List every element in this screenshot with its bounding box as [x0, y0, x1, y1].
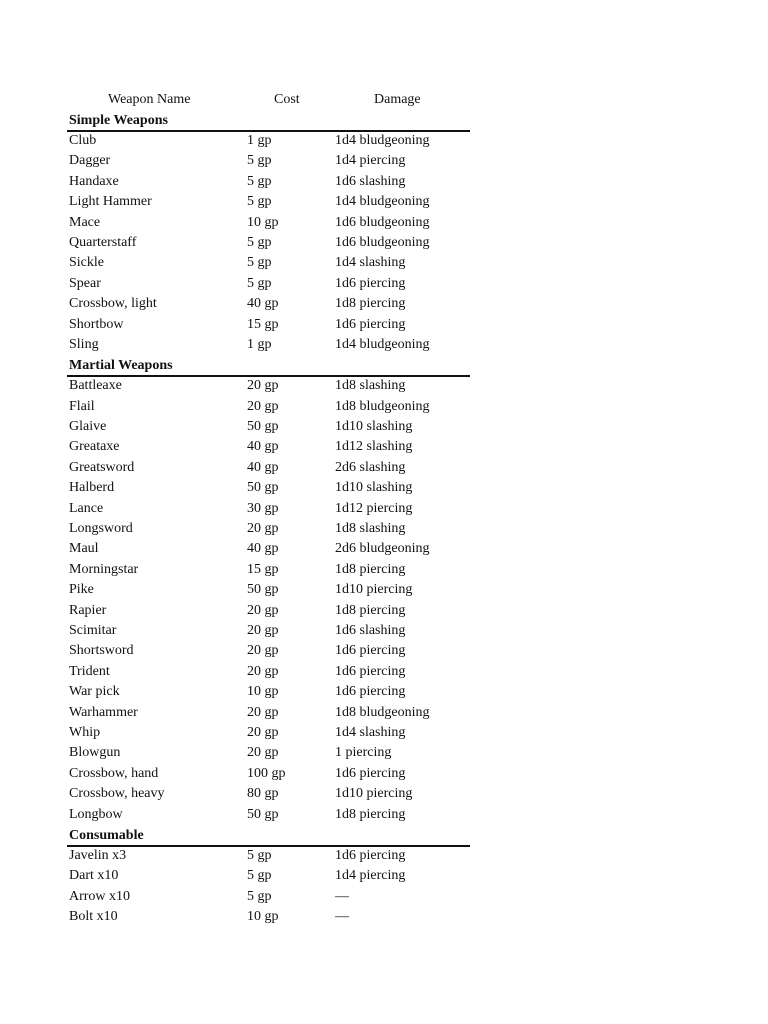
cost-cell: 30 gp — [247, 500, 279, 516]
cost-cell: 15 gp — [247, 316, 279, 332]
damage-cell: 1d6 piercing — [335, 847, 406, 863]
table-row — [67, 336, 470, 356]
table-section — [67, 826, 470, 929]
weapon-name-cell: Whip — [69, 724, 101, 740]
damage-cell: 1d8 piercing — [335, 806, 406, 822]
table-row — [67, 908, 470, 928]
weapon-name-cell: Crossbow, hand — [69, 765, 159, 781]
table-row — [67, 438, 470, 458]
cost-cell: 5 gp — [247, 153, 272, 169]
table-row — [67, 193, 470, 213]
table-row — [67, 377, 470, 397]
weapon-name-cell: Longsword — [69, 521, 133, 537]
cost-cell: 5 gp — [247, 868, 272, 884]
cost-cell: 20 gp — [247, 704, 279, 720]
table-row — [67, 540, 470, 560]
damage-cell: 1d4 slashing — [335, 255, 406, 271]
weapon-name-cell: Greataxe — [69, 439, 120, 455]
damage-cell: 2d6 slashing — [335, 459, 406, 475]
table-row — [67, 704, 470, 724]
weapon-name-cell: Longbow — [69, 806, 123, 822]
cost-cell: 20 gp — [247, 643, 279, 659]
weapon-name-cell: Dart x10 — [69, 868, 119, 884]
weapon-name-cell: Sling — [69, 336, 99, 352]
damage-cell: 1d6 bludgeoning — [335, 214, 430, 230]
damage-cell: 1d6 slashing — [335, 622, 406, 638]
table-row — [67, 275, 470, 295]
cost-cell: 20 gp — [247, 622, 279, 638]
section-title: Martial Weapons — [67, 356, 470, 377]
damage-cell: 1d8 piercing — [335, 296, 406, 312]
weapon-name-cell: Scimitar — [69, 622, 117, 638]
weapon-name-cell: Handaxe — [69, 173, 119, 189]
cost-cell: 20 gp — [247, 745, 279, 761]
weapon-name-cell: Shortbow — [69, 316, 124, 332]
damage-cell: 1d6 piercing — [335, 643, 406, 659]
damage-cell: 1d6 slashing — [335, 173, 406, 189]
table-row — [67, 867, 470, 887]
table-row — [67, 214, 470, 234]
cost-cell: 5 gp — [247, 888, 272, 904]
weapon-name-cell: Sickle — [69, 255, 104, 271]
damage-cell: 1d6 piercing — [335, 684, 406, 700]
weapon-name-cell: Halberd — [69, 480, 115, 496]
table-row — [67, 663, 470, 683]
cost-cell: 5 gp — [247, 275, 272, 291]
weapon-name-cell: Crossbow, heavy — [69, 786, 165, 802]
table-row — [67, 581, 470, 601]
damage-cell: — — [335, 888, 349, 904]
column-header-weapon-name: Weapon Name — [108, 92, 191, 107]
weapon-name-cell: Rapier — [69, 602, 107, 618]
table-row — [67, 806, 470, 826]
cost-cell: 10 gp — [247, 909, 279, 925]
cost-cell: 50 gp — [247, 419, 279, 435]
table-row — [67, 479, 470, 499]
table-row — [67, 459, 470, 479]
table-header — [67, 90, 470, 111]
cost-cell: 10 gp — [247, 214, 279, 230]
cost-cell: 5 gp — [247, 234, 272, 250]
table-row — [67, 398, 470, 418]
weapon-name-cell: Maul — [69, 541, 99, 557]
damage-cell: 1d4 bludgeoning — [335, 133, 430, 148]
table-row — [67, 744, 470, 764]
cost-cell: 1 gp — [247, 133, 272, 148]
weapon-name-cell: Blowgun — [69, 745, 121, 761]
table-row — [67, 785, 470, 805]
cost-cell: 10 gp — [247, 684, 279, 700]
damage-cell: 1d10 slashing — [335, 480, 413, 496]
cost-cell: 50 gp — [247, 480, 279, 496]
damage-cell: 1d4 slashing — [335, 724, 406, 740]
damage-cell: 1d4 bludgeoning — [335, 336, 430, 352]
damage-cell: 1d8 slashing — [335, 378, 406, 394]
weapon-name-cell: Lance — [69, 500, 104, 516]
column-header-cost: Cost — [274, 92, 300, 107]
damage-cell: 1d4 bludgeoning — [335, 194, 430, 210]
section-title: Simple Weapons — [67, 111, 470, 132]
weapon-name-cell: Greatsword — [69, 459, 135, 475]
cost-cell: 20 gp — [247, 602, 279, 618]
damage-cell: 1d8 bludgeoning — [335, 398, 430, 414]
weapon-name-cell: Light Hammer — [69, 194, 152, 210]
table-row — [67, 847, 470, 867]
damage-cell: 1d6 piercing — [335, 316, 406, 332]
weapon-name-cell: Shortsword — [69, 643, 134, 659]
weapon-name-cell: Spear — [69, 275, 101, 291]
damage-cell: 1d12 piercing — [335, 500, 413, 516]
damage-cell: 1d8 piercing — [335, 561, 406, 577]
damage-cell: — — [335, 909, 349, 925]
weapon-name-cell: Battleaxe — [69, 378, 122, 394]
damage-cell: 1d10 slashing — [335, 419, 413, 435]
weapon-name-cell: Quarterstaff — [69, 234, 137, 250]
cost-cell: 100 gp — [247, 765, 286, 781]
cost-cell: 20 gp — [247, 378, 279, 394]
damage-cell: 1d6 bludgeoning — [335, 234, 430, 250]
cost-cell: 5 gp — [247, 255, 272, 271]
weapon-name-cell: Crossbow, light — [69, 296, 157, 312]
weapon-name-cell: Warhammer — [69, 704, 138, 720]
weapon-name-cell: Flail — [69, 398, 95, 414]
cost-cell: 40 gp — [247, 439, 279, 455]
weapon-name-cell: Arrow x10 — [69, 888, 131, 904]
cost-cell: 20 gp — [247, 724, 279, 740]
damage-cell: 1d8 piercing — [335, 602, 406, 618]
table-row — [67, 173, 470, 193]
table-row — [67, 295, 470, 315]
cost-cell: 20 gp — [247, 663, 279, 679]
damage-cell: 1d4 piercing — [335, 868, 406, 884]
weapon-name-cell: Morningstar — [69, 561, 139, 577]
table-row — [67, 152, 470, 172]
damage-cell: 2d6 bludgeoning — [335, 541, 430, 557]
table-row — [67, 520, 470, 540]
cost-cell: 50 gp — [247, 582, 279, 598]
damage-cell: 1d12 slashing — [335, 439, 413, 455]
table-row — [67, 888, 470, 908]
damage-cell: 1d6 piercing — [335, 275, 406, 291]
table-row — [67, 500, 470, 520]
damage-cell: 1d8 bludgeoning — [335, 704, 430, 720]
damage-cell: 1d4 piercing — [335, 153, 406, 169]
cost-cell: 20 gp — [247, 521, 279, 537]
weapon-name-cell: Dagger — [69, 153, 111, 169]
weapon-name-cell: Club — [69, 133, 97, 148]
table-row — [67, 765, 470, 785]
damage-cell: 1 piercing — [335, 745, 392, 761]
cost-cell: 40 gp — [247, 541, 279, 557]
table-body — [67, 111, 470, 928]
table-row — [67, 642, 470, 662]
table-row — [67, 724, 470, 744]
weapons-table — [67, 90, 470, 928]
damage-cell: 1d10 piercing — [335, 786, 413, 802]
section-title: Consumable — [67, 826, 470, 847]
weapon-name-cell: Javelin x3 — [69, 847, 127, 863]
weapon-name-cell: War pick — [69, 684, 120, 700]
weapon-name-cell: Bolt x10 — [69, 909, 118, 925]
table-row — [67, 418, 470, 438]
cost-cell: 80 gp — [247, 786, 279, 802]
table-row — [67, 622, 470, 642]
cost-cell: 5 gp — [247, 194, 272, 210]
cost-cell: 40 gp — [247, 296, 279, 312]
table-row — [67, 254, 470, 274]
weapon-name-cell: Glaive — [69, 419, 107, 435]
table-row — [67, 602, 470, 622]
table-row — [67, 561, 470, 581]
damage-cell: 1d6 piercing — [335, 663, 406, 679]
table-row — [67, 234, 470, 254]
cost-cell: 20 gp — [247, 398, 279, 414]
damage-cell: 1d6 piercing — [335, 765, 406, 781]
damage-cell: 1d8 slashing — [335, 521, 406, 537]
cost-cell: 40 gp — [247, 459, 279, 475]
cost-cell: 1 gp — [247, 336, 272, 352]
cost-cell: 5 gp — [247, 173, 272, 189]
damage-cell: 1d10 piercing — [335, 582, 413, 598]
table-section — [67, 356, 470, 826]
cost-cell: 50 gp — [247, 806, 279, 822]
weapon-name-cell: Pike — [69, 582, 94, 598]
column-header-damage: Damage — [374, 92, 421, 107]
table-row — [67, 316, 470, 336]
table-row — [67, 683, 470, 703]
table-section — [67, 111, 470, 356]
cost-cell: 5 gp — [247, 847, 272, 863]
cost-cell: 15 gp — [247, 561, 279, 577]
weapon-name-cell: Trident — [69, 663, 110, 679]
weapon-name-cell: Mace — [69, 214, 101, 230]
table-row — [67, 132, 470, 152]
